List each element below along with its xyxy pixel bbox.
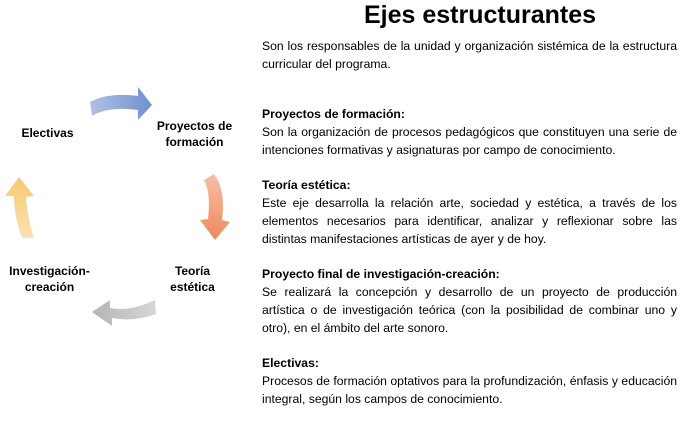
section-proyecto-final <box>262 265 677 337</box>
arrow-bottom <box>92 300 156 326</box>
node-teoria-estetica <box>155 263 230 295</box>
section-proyectos <box>262 105 677 159</box>
node-label-line: Investigación- <box>9 264 90 278</box>
arrow-right <box>200 174 230 240</box>
node-proyectos-formacion <box>147 118 242 150</box>
node-investigacion-creacion <box>2 263 97 295</box>
arrow-left <box>5 177 34 238</box>
cycle-diagram <box>0 0 260 404</box>
section-heading: Electivas: <box>262 356 319 370</box>
intro-text: Son los responsables de la unidad y organización sistémica de la estructura curricular del programa. <box>262 39 677 71</box>
node-label-line: Teoría <box>174 264 211 278</box>
node-label-line: estética <box>170 280 215 294</box>
section-heading: Proyectos de formación: <box>262 107 405 121</box>
section-body: Este eje desarrolla la relación arte, sociedad y estética, a través de los elementos necesarios para identificar, analizar y reflexionar sobre las distintas manifestaciones artísticas de ayer y de hoy. <box>262 196 677 246</box>
node-label-line: formación <box>165 135 224 149</box>
node-label-line: Electivas <box>21 126 74 140</box>
section-electivas <box>262 354 677 408</box>
node-label-line: creación <box>24 280 75 294</box>
section-heading: Teoría estética: <box>262 178 351 192</box>
section-heading: Proyecto final de investigación-creación: <box>262 267 500 281</box>
node-label-line: Proyectos de <box>156 119 233 133</box>
description-panel <box>262 37 677 425</box>
node-electivas <box>10 125 85 141</box>
page-title: Ejes estructurantes <box>363 1 597 29</box>
section-teoria <box>262 176 677 248</box>
section-body: Se realizará la concepción y desarrollo de un proyecto de producción artística o de investigación teórica (con la posibilidad de combinar uno y otro), en el ámbito del arte sonoro. <box>262 285 677 335</box>
section-body: Procesos de formación optativos para la profundización, énfasis y educación integral, según los campos de conocimiento. <box>262 374 677 406</box>
section-body: Son la organización de procesos pedagógicos que constituyen una serie de intenciones formativas y asignaturas por campo de conocimiento. <box>262 125 677 157</box>
arrow-top <box>90 87 152 120</box>
